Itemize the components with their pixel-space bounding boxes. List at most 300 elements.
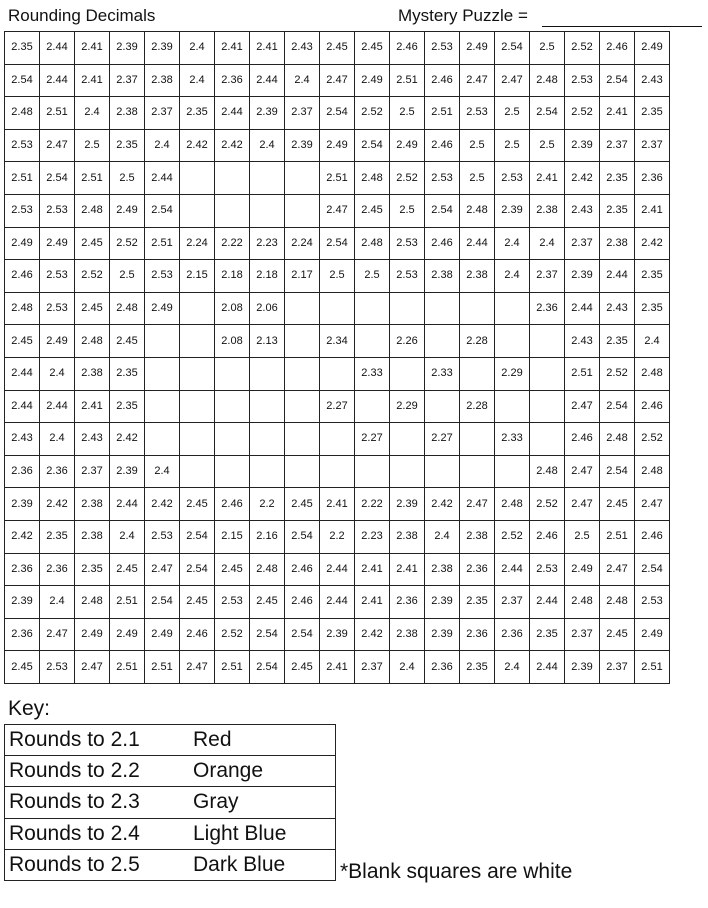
grid-cell[interactable]: 2.45: [75, 227, 110, 260]
grid-cell[interactable]: 2.52: [390, 162, 425, 195]
grid-cell[interactable]: 2.52: [495, 520, 530, 553]
grid-cell[interactable]: 2.4: [495, 651, 530, 684]
grid-cell[interactable]: [215, 423, 250, 456]
grid-cell[interactable]: 2.51: [390, 64, 425, 97]
grid-cell[interactable]: 2.26: [390, 325, 425, 358]
grid-cell[interactable]: 2.39: [565, 651, 600, 684]
grid-cell[interactable]: 2.41: [320, 651, 355, 684]
grid-cell[interactable]: 2.54: [285, 618, 320, 651]
grid-cell[interactable]: 2.38: [75, 488, 110, 521]
grid-cell[interactable]: 2.48: [600, 586, 635, 619]
grid-cell[interactable]: 2.35: [110, 390, 145, 423]
grid-cell[interactable]: 2.35: [110, 357, 145, 390]
grid-cell[interactable]: 2.46: [530, 520, 565, 553]
grid-cell[interactable]: 2.52: [355, 97, 390, 130]
grid-cell[interactable]: 2.49: [565, 553, 600, 586]
grid-cell[interactable]: 2.38: [425, 553, 460, 586]
grid-cell[interactable]: 2.49: [40, 325, 75, 358]
grid-cell[interactable]: 2.37: [565, 227, 600, 260]
grid-cell[interactable]: 2.51: [320, 162, 355, 195]
grid-cell[interactable]: 2.39: [285, 129, 320, 162]
grid-cell[interactable]: 2.48: [5, 292, 40, 325]
grid-cell[interactable]: [355, 292, 390, 325]
grid-cell[interactable]: 2.5: [530, 129, 565, 162]
grid-cell[interactable]: 2.54: [250, 618, 285, 651]
grid-cell[interactable]: [320, 455, 355, 488]
grid-cell[interactable]: 2.52: [215, 618, 250, 651]
grid-cell[interactable]: 2.37: [145, 97, 180, 130]
grid-cell[interactable]: 2.48: [355, 227, 390, 260]
grid-cell[interactable]: 2.47: [40, 129, 75, 162]
grid-cell[interactable]: 2.18: [250, 260, 285, 293]
grid-cell[interactable]: 2.44: [40, 64, 75, 97]
grid-cell[interactable]: 2.39: [250, 97, 285, 130]
grid-cell[interactable]: 2.44: [215, 97, 250, 130]
grid-cell[interactable]: 2.52: [530, 488, 565, 521]
grid-cell[interactable]: [460, 292, 495, 325]
grid-cell[interactable]: [180, 423, 215, 456]
grid-cell[interactable]: 2.51: [145, 227, 180, 260]
grid-cell[interactable]: 2.45: [110, 553, 145, 586]
grid-cell[interactable]: [285, 390, 320, 423]
grid-cell[interactable]: 2.48: [495, 488, 530, 521]
grid-cell[interactable]: [250, 357, 285, 390]
grid-cell[interactable]: [285, 357, 320, 390]
grid-cell[interactable]: 2.4: [635, 325, 670, 358]
grid-cell[interactable]: 2.46: [635, 390, 670, 423]
grid-cell[interactable]: 2.53: [5, 129, 40, 162]
grid-cell[interactable]: 2.48: [355, 162, 390, 195]
grid-cell[interactable]: 2.41: [75, 32, 110, 65]
grid-cell[interactable]: 2.45: [355, 32, 390, 65]
grid-cell[interactable]: [215, 357, 250, 390]
grid-cell[interactable]: [285, 194, 320, 227]
grid-cell[interactable]: 2.42: [145, 488, 180, 521]
grid-cell[interactable]: 2.53: [425, 162, 460, 195]
grid-cell[interactable]: 2.41: [600, 97, 635, 130]
grid-cell[interactable]: 2.46: [285, 553, 320, 586]
grid-cell[interactable]: 2.36: [425, 651, 460, 684]
grid-cell[interactable]: 2.44: [110, 488, 145, 521]
grid-cell[interactable]: [285, 162, 320, 195]
grid-cell[interactable]: [530, 390, 565, 423]
grid-cell[interactable]: 2.36: [390, 586, 425, 619]
grid-cell[interactable]: 2.35: [180, 97, 215, 130]
grid-cell[interactable]: 2.44: [600, 260, 635, 293]
grid-cell[interactable]: 2.4: [495, 260, 530, 293]
grid-cell[interactable]: [180, 357, 215, 390]
grid-cell[interactable]: 2.39: [425, 618, 460, 651]
grid-cell[interactable]: 2.38: [390, 618, 425, 651]
grid-cell[interactable]: 2.46: [600, 32, 635, 65]
grid-cell[interactable]: 2.49: [145, 618, 180, 651]
grid-cell[interactable]: 2.47: [635, 488, 670, 521]
grid-cell[interactable]: 2.51: [110, 651, 145, 684]
grid-cell[interactable]: 2.46: [565, 423, 600, 456]
grid-cell[interactable]: 2.53: [495, 162, 530, 195]
grid-cell[interactable]: 2.44: [5, 357, 40, 390]
grid-cell[interactable]: 2.5: [355, 260, 390, 293]
grid-cell[interactable]: 2.43: [75, 423, 110, 456]
grid-cell[interactable]: 2.43: [285, 32, 320, 65]
grid-cell[interactable]: 2.46: [425, 227, 460, 260]
grid-cell[interactable]: 2.54: [320, 97, 355, 130]
grid-cell[interactable]: 2.54: [635, 553, 670, 586]
grid-cell[interactable]: [250, 194, 285, 227]
grid-cell[interactable]: 2.44: [145, 162, 180, 195]
grid-cell[interactable]: 2.46: [215, 488, 250, 521]
grid-cell[interactable]: 2.4: [495, 227, 530, 260]
grid-cell[interactable]: 2.48: [110, 292, 145, 325]
grid-cell[interactable]: [215, 162, 250, 195]
grid-cell[interactable]: 2.4: [180, 32, 215, 65]
grid-cell[interactable]: 2.41: [215, 32, 250, 65]
grid-cell[interactable]: 2.41: [355, 586, 390, 619]
grid-cell[interactable]: 2.41: [530, 162, 565, 195]
grid-cell[interactable]: 2.46: [5, 260, 40, 293]
grid-cell[interactable]: 2.48: [5, 97, 40, 130]
grid-cell[interactable]: [390, 423, 425, 456]
grid-cell[interactable]: 2.52: [635, 423, 670, 456]
grid-cell[interactable]: 2.43: [565, 194, 600, 227]
grid-cell[interactable]: [320, 292, 355, 325]
grid-cell[interactable]: 2.4: [145, 455, 180, 488]
grid-cell[interactable]: 2.54: [600, 64, 635, 97]
grid-cell[interactable]: 2.22: [215, 227, 250, 260]
grid-cell[interactable]: 2.4: [110, 520, 145, 553]
grid-cell[interactable]: 2.35: [635, 292, 670, 325]
grid-cell[interactable]: 2.23: [250, 227, 285, 260]
grid-cell[interactable]: [250, 423, 285, 456]
grid-cell[interactable]: [180, 292, 215, 325]
grid-cell[interactable]: 2.45: [215, 553, 250, 586]
grid-cell[interactable]: 2.41: [75, 64, 110, 97]
grid-cell[interactable]: 2.41: [320, 488, 355, 521]
grid-cell[interactable]: 2.44: [460, 227, 495, 260]
grid-cell[interactable]: 2.16: [250, 520, 285, 553]
grid-cell[interactable]: 2.54: [5, 64, 40, 97]
grid-cell[interactable]: 2.53: [390, 260, 425, 293]
grid-cell[interactable]: 2.5: [390, 97, 425, 130]
grid-cell[interactable]: [320, 423, 355, 456]
grid-cell[interactable]: [530, 423, 565, 456]
grid-cell[interactable]: 2.43: [565, 325, 600, 358]
grid-cell[interactable]: 2.54: [600, 390, 635, 423]
grid-cell[interactable]: 2.37: [495, 586, 530, 619]
grid-cell[interactable]: 2.38: [75, 357, 110, 390]
grid-cell[interactable]: 2.35: [600, 162, 635, 195]
grid-cell[interactable]: 2.36: [5, 553, 40, 586]
grid-cell[interactable]: 2.52: [75, 260, 110, 293]
grid-cell[interactable]: [530, 357, 565, 390]
grid-cell[interactable]: 2.45: [600, 618, 635, 651]
grid-cell[interactable]: 2.53: [145, 260, 180, 293]
grid-cell[interactable]: 2.46: [390, 32, 425, 65]
grid-cell[interactable]: 2.54: [320, 227, 355, 260]
grid-cell[interactable]: 2.18: [215, 260, 250, 293]
grid-cell[interactable]: 2.41: [390, 553, 425, 586]
grid-cell[interactable]: 2.39: [320, 618, 355, 651]
grid-cell[interactable]: 2.47: [145, 553, 180, 586]
grid-cell[interactable]: 2.08: [215, 292, 250, 325]
grid-cell[interactable]: 2.51: [145, 651, 180, 684]
grid-cell[interactable]: 2.54: [355, 129, 390, 162]
grid-cell[interactable]: 2.35: [75, 553, 110, 586]
grid-cell[interactable]: 2.35: [635, 260, 670, 293]
grid-cell[interactable]: 2.47: [180, 651, 215, 684]
grid-cell[interactable]: [285, 423, 320, 456]
grid-cell[interactable]: 2.2: [320, 520, 355, 553]
grid-cell[interactable]: 2.5: [390, 194, 425, 227]
grid-cell[interactable]: 2.41: [355, 553, 390, 586]
grid-cell[interactable]: 2.44: [495, 553, 530, 586]
grid-cell[interactable]: [145, 390, 180, 423]
grid-cell[interactable]: [355, 390, 390, 423]
grid-cell[interactable]: 2.42: [40, 488, 75, 521]
grid-cell[interactable]: 2.49: [390, 129, 425, 162]
grid-cell[interactable]: 2.28: [460, 325, 495, 358]
grid-cell[interactable]: [425, 325, 460, 358]
grid-cell[interactable]: 2.47: [320, 194, 355, 227]
grid-cell[interactable]: 2.53: [5, 194, 40, 227]
grid-cell[interactable]: 2.36: [635, 162, 670, 195]
grid-cell[interactable]: 2.52: [565, 97, 600, 130]
grid-cell[interactable]: 2.49: [460, 32, 495, 65]
grid-cell[interactable]: 2.06: [250, 292, 285, 325]
grid-cell[interactable]: 2.49: [40, 227, 75, 260]
grid-cell[interactable]: [460, 357, 495, 390]
grid-cell[interactable]: 2.35: [460, 651, 495, 684]
grid-cell[interactable]: 2.5: [530, 32, 565, 65]
grid-cell[interactable]: 2.36: [460, 553, 495, 586]
grid-cell[interactable]: 2.48: [75, 586, 110, 619]
mystery-answer-line[interactable]: [542, 26, 702, 27]
grid-cell[interactable]: 2.38: [460, 520, 495, 553]
grid-cell[interactable]: 2.36: [495, 618, 530, 651]
grid-cell[interactable]: 2.24: [285, 227, 320, 260]
grid-cell[interactable]: 2.5: [110, 162, 145, 195]
grid-cell[interactable]: 2.5: [495, 129, 530, 162]
grid-cell[interactable]: 2.4: [40, 423, 75, 456]
grid-cell[interactable]: 2.36: [5, 618, 40, 651]
grid-cell[interactable]: [530, 325, 565, 358]
grid-cell[interactable]: 2.53: [40, 260, 75, 293]
grid-cell[interactable]: 2.27: [355, 423, 390, 456]
grid-cell[interactable]: 2.29: [390, 390, 425, 423]
grid-cell[interactable]: 2.51: [635, 651, 670, 684]
grid-cell[interactable]: 2.39: [565, 260, 600, 293]
grid-cell[interactable]: 2.45: [320, 32, 355, 65]
grid-cell[interactable]: 2.45: [5, 651, 40, 684]
grid-cell[interactable]: 2.48: [250, 553, 285, 586]
grid-cell[interactable]: [250, 390, 285, 423]
grid-cell[interactable]: [425, 292, 460, 325]
grid-cell[interactable]: 2.48: [530, 455, 565, 488]
grid-cell[interactable]: 2.48: [600, 423, 635, 456]
grid-cell[interactable]: 2.4: [40, 357, 75, 390]
grid-cell[interactable]: 2.45: [285, 651, 320, 684]
grid-cell[interactable]: 2.24: [180, 227, 215, 260]
grid-cell[interactable]: [390, 455, 425, 488]
grid-cell[interactable]: 2.39: [110, 32, 145, 65]
grid-cell[interactable]: 2.44: [320, 553, 355, 586]
grid-cell[interactable]: 2.37: [635, 129, 670, 162]
grid-cell[interactable]: 2.38: [425, 260, 460, 293]
grid-cell[interactable]: 2.48: [460, 194, 495, 227]
grid-cell[interactable]: 2.13: [250, 325, 285, 358]
grid-cell[interactable]: [425, 390, 460, 423]
grid-cell[interactable]: 2.22: [355, 488, 390, 521]
grid-cell[interactable]: 2.33: [495, 423, 530, 456]
grid-cell[interactable]: 2.38: [460, 260, 495, 293]
grid-cell[interactable]: 2.51: [40, 97, 75, 130]
grid-cell[interactable]: 2.53: [530, 553, 565, 586]
grid-cell[interactable]: 2.36: [40, 455, 75, 488]
grid-cell[interactable]: 2.51: [600, 520, 635, 553]
grid-cell[interactable]: 2.4: [285, 64, 320, 97]
grid-cell[interactable]: 2.34: [320, 325, 355, 358]
grid-cell[interactable]: 2.5: [75, 129, 110, 162]
grid-cell[interactable]: 2.52: [600, 357, 635, 390]
grid-cell[interactable]: 2.37: [600, 129, 635, 162]
grid-cell[interactable]: 2.54: [495, 32, 530, 65]
grid-cell[interactable]: 2.17: [285, 260, 320, 293]
grid-cell[interactable]: 2.4: [390, 651, 425, 684]
grid-cell[interactable]: 2.48: [75, 325, 110, 358]
grid-cell[interactable]: 2.33: [355, 357, 390, 390]
grid-cell[interactable]: 2.44: [530, 586, 565, 619]
grid-cell[interactable]: 2.5: [460, 162, 495, 195]
grid-cell[interactable]: 2.35: [600, 194, 635, 227]
grid-cell[interactable]: 2.39: [565, 129, 600, 162]
grid-cell[interactable]: 2.29: [495, 357, 530, 390]
grid-cell[interactable]: [250, 162, 285, 195]
grid-cell[interactable]: 2.53: [390, 227, 425, 260]
grid-cell[interactable]: [215, 194, 250, 227]
grid-cell[interactable]: 2.39: [495, 194, 530, 227]
grid-cell[interactable]: 2.38: [600, 227, 635, 260]
grid-cell[interactable]: [285, 292, 320, 325]
grid-cell[interactable]: 2.08: [215, 325, 250, 358]
grid-cell[interactable]: 2.38: [75, 520, 110, 553]
grid-cell[interactable]: [495, 292, 530, 325]
grid-cell[interactable]: [250, 455, 285, 488]
grid-cell[interactable]: 2.45: [285, 488, 320, 521]
grid-cell[interactable]: 2.54: [600, 455, 635, 488]
grid-cell[interactable]: 2.45: [355, 194, 390, 227]
grid-cell[interactable]: 2.54: [180, 520, 215, 553]
grid-cell[interactable]: 2.44: [530, 651, 565, 684]
grid-cell[interactable]: 2.45: [75, 292, 110, 325]
grid-cell[interactable]: [495, 390, 530, 423]
grid-cell[interactable]: 2.4: [75, 97, 110, 130]
grid-cell[interactable]: 2.49: [145, 292, 180, 325]
grid-cell[interactable]: 2.47: [75, 651, 110, 684]
grid-cell[interactable]: 2.5: [110, 260, 145, 293]
grid-cell[interactable]: 2.15: [215, 520, 250, 553]
grid-cell[interactable]: 2.41: [250, 32, 285, 65]
grid-cell[interactable]: 2.37: [110, 64, 145, 97]
grid-cell[interactable]: 2.54: [425, 194, 460, 227]
grid-cell[interactable]: [355, 455, 390, 488]
grid-cell[interactable]: 2.54: [40, 162, 75, 195]
grid-cell[interactable]: 2.54: [530, 97, 565, 130]
grid-cell[interactable]: 2.49: [355, 64, 390, 97]
grid-cell[interactable]: 2.47: [460, 64, 495, 97]
grid-cell[interactable]: 2.47: [460, 488, 495, 521]
grid-cell[interactable]: 2.43: [635, 64, 670, 97]
grid-cell[interactable]: 2.45: [110, 325, 145, 358]
grid-cell[interactable]: 2.53: [145, 520, 180, 553]
grid-cell[interactable]: 2.45: [180, 586, 215, 619]
grid-cell[interactable]: 2.37: [75, 455, 110, 488]
grid-cell[interactable]: 2.45: [5, 325, 40, 358]
grid-cell[interactable]: 2.35: [110, 129, 145, 162]
grid-cell[interactable]: 2.53: [425, 32, 460, 65]
grid-cell[interactable]: 2.5: [495, 97, 530, 130]
grid-cell[interactable]: 2.44: [250, 64, 285, 97]
grid-cell[interactable]: [180, 455, 215, 488]
grid-cell[interactable]: 2.51: [110, 586, 145, 619]
grid-cell[interactable]: 2.51: [425, 97, 460, 130]
grid-cell[interactable]: [425, 455, 460, 488]
grid-cell[interactable]: 2.37: [530, 260, 565, 293]
grid-cell[interactable]: 2.53: [635, 586, 670, 619]
grid-cell[interactable]: 2.37: [285, 97, 320, 130]
grid-cell[interactable]: 2.35: [600, 325, 635, 358]
grid-cell[interactable]: 2.51: [75, 162, 110, 195]
grid-cell[interactable]: 2.54: [145, 194, 180, 227]
grid-cell[interactable]: 2.51: [215, 651, 250, 684]
grid-cell[interactable]: 2.53: [40, 292, 75, 325]
grid-cell[interactable]: 2.23: [355, 520, 390, 553]
grid-cell[interactable]: 2.54: [250, 651, 285, 684]
grid-cell[interactable]: 2.5: [320, 260, 355, 293]
grid-cell[interactable]: 2.49: [320, 129, 355, 162]
grid-cell[interactable]: 2.54: [145, 586, 180, 619]
grid-cell[interactable]: 2.41: [75, 390, 110, 423]
grid-cell[interactable]: 2.47: [40, 618, 75, 651]
grid-cell[interactable]: 2.51: [565, 357, 600, 390]
grid-cell[interactable]: 2.43: [600, 292, 635, 325]
grid-cell[interactable]: 2.44: [565, 292, 600, 325]
grid-cell[interactable]: 2.53: [215, 586, 250, 619]
grid-cell[interactable]: 2.42: [355, 618, 390, 651]
grid-cell[interactable]: 2.35: [530, 618, 565, 651]
grid-cell[interactable]: 2.37: [355, 651, 390, 684]
grid-cell[interactable]: [355, 325, 390, 358]
grid-cell[interactable]: [145, 325, 180, 358]
grid-cell[interactable]: 2.53: [565, 64, 600, 97]
grid-cell[interactable]: 2.46: [635, 520, 670, 553]
grid-cell[interactable]: 2.4: [250, 129, 285, 162]
grid-cell[interactable]: 2.28: [460, 390, 495, 423]
grid-cell[interactable]: 2.35: [40, 520, 75, 553]
grid-cell[interactable]: 2.42: [565, 162, 600, 195]
grid-cell[interactable]: 2.5: [565, 520, 600, 553]
grid-cell[interactable]: 2.48: [635, 455, 670, 488]
grid-cell[interactable]: 2.38: [390, 520, 425, 553]
grid-cell[interactable]: 2.2: [250, 488, 285, 521]
grid-cell[interactable]: 2.47: [600, 553, 635, 586]
grid-cell[interactable]: 2.4: [425, 520, 460, 553]
grid-cell[interactable]: 2.38: [530, 194, 565, 227]
grid-cell[interactable]: 2.48: [635, 357, 670, 390]
grid-cell[interactable]: 2.54: [180, 553, 215, 586]
grid-cell[interactable]: 2.49: [635, 618, 670, 651]
grid-cell[interactable]: 2.38: [145, 64, 180, 97]
grid-cell[interactable]: [145, 357, 180, 390]
